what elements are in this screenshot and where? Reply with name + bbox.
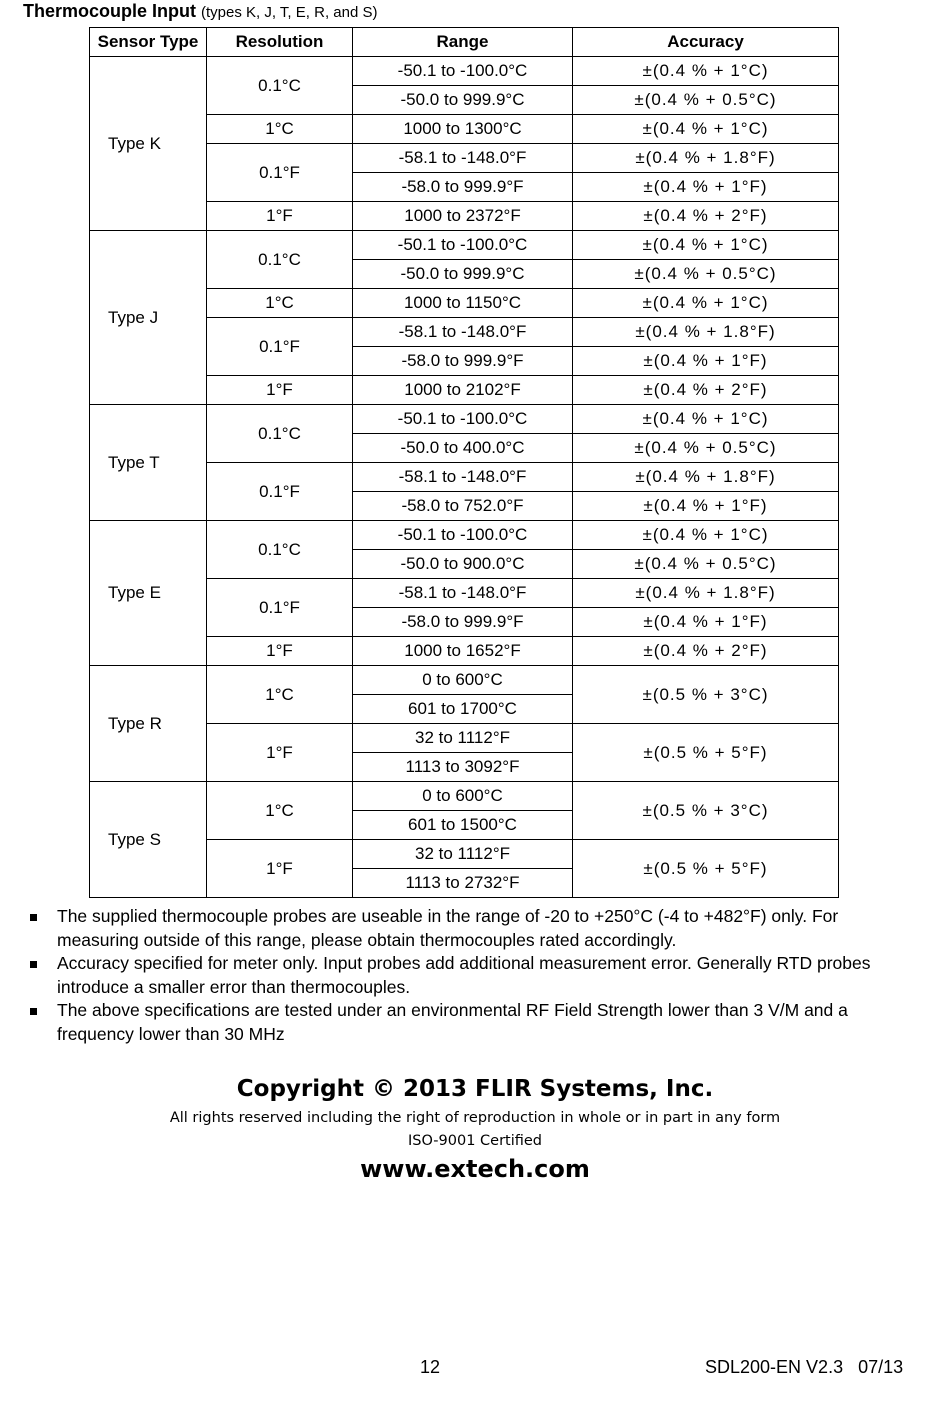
accuracy-cell: ±(0.4 % + 1°C): [573, 231, 839, 260]
table-row: [90, 782, 839, 811]
range-cell: -58.0 to 999.9°F: [353, 173, 573, 202]
note-text: The above specifications are tested under an environmental RF Field Strength lower than 3 V/M and a frequency lower than 30 MHz: [57, 1000, 848, 1044]
range-cell: -50.1 to -100.0°C: [353, 405, 573, 434]
range-cell: 1000 to 2102°F: [353, 376, 573, 405]
range-cell: -58.0 to 999.9°F: [353, 608, 573, 637]
resolution-cell: 0.1°F: [207, 144, 353, 202]
accuracy-cell: ±(0.5 % + 5°F): [573, 724, 839, 782]
table-header-row: [90, 28, 839, 57]
accuracy-cell: ±(0.5 % + 5°F): [573, 840, 839, 898]
range-cell: 601 to 1700°C: [353, 695, 573, 724]
accuracy-cell: ±(0.4 % + 1°C): [573, 405, 839, 434]
resolution-cell: 0.1°C: [207, 521, 353, 579]
rights-statement: All rights reserved including the right of reproduction in whole or in part in any form: [169, 1110, 781, 1126]
section-title: Thermocouple Input: [23, 1, 196, 21]
range-cell: 1113 to 3092°F: [353, 753, 573, 782]
resolution-cell: 1°F: [207, 840, 353, 898]
range-cell: 32 to 1112°F: [353, 724, 573, 753]
header-resolution: Resolution: [207, 28, 353, 57]
resolution-cell: 1°F: [207, 202, 353, 231]
accuracy-cell: ±(0.4 % + 1°F): [573, 492, 839, 521]
resolution-cell: 0.1°C: [207, 231, 353, 289]
table-row: [90, 666, 839, 695]
accuracy-cell: ±(0.4 % + 1°C): [573, 521, 839, 550]
note-item: [30, 905, 910, 952]
resolution-cell: 1°F: [207, 724, 353, 782]
sensor-type-cell: Type J: [90, 231, 207, 405]
accuracy-cell: ±(0.4 % + 1.8°F): [573, 318, 839, 347]
range-cell: -58.1 to -148.0°F: [353, 463, 573, 492]
resolution-cell: 0.1°F: [207, 463, 353, 521]
accuracy-cell: ±(0.5 % + 3°C): [573, 666, 839, 724]
accuracy-cell: ±(0.4 % + 1.8°F): [573, 463, 839, 492]
iso-certification: ISO-9001 Certified: [407, 1133, 543, 1149]
accuracy-cell: ±(0.4 % + 0.5°C): [573, 86, 839, 115]
note-text: The supplied thermocouple probes are useable in the range of -20 to +250°C (-4 to +482°F) only. For measuring outside of this range, please obtain thermocouples rated accordingly.: [57, 906, 839, 950]
range-cell: 1000 to 1652°F: [353, 637, 573, 666]
accuracy-cell: ±(0.5 % + 3°C): [573, 782, 839, 840]
resolution-cell: 1°C: [207, 289, 353, 318]
square-bullet-icon: [30, 1008, 37, 1015]
accuracy-cell: ±(0.4 % + 0.5°C): [573, 260, 839, 289]
range-cell: -50.0 to 400.0°C: [353, 434, 573, 463]
resolution-cell: 1°C: [207, 782, 353, 840]
thermocouple-spec-table: [89, 27, 839, 898]
resolution-cell: 1°F: [207, 637, 353, 666]
range-cell: -50.0 to 900.0°C: [353, 550, 573, 579]
range-cell: -50.0 to 999.9°C: [353, 86, 573, 115]
accuracy-cell: ±(0.4 % + 1.8°F): [573, 579, 839, 608]
range-cell: -58.0 to 752.0°F: [353, 492, 573, 521]
resolution-cell: 1°C: [207, 666, 353, 724]
range-cell: 1000 to 1300°C: [353, 115, 573, 144]
accuracy-cell: ±(0.4 % + 1°C): [573, 115, 839, 144]
resolution-cell: 1°F: [207, 376, 353, 405]
range-cell: 32 to 1112°F: [353, 840, 573, 869]
range-cell: -58.1 to -148.0°F: [353, 579, 573, 608]
range-cell: 0 to 600°C: [353, 666, 573, 695]
range-cell: 601 to 1500°C: [353, 811, 573, 840]
sensor-type-cell: Type R: [90, 666, 207, 782]
header-range: Range: [353, 28, 573, 57]
table-row: [90, 57, 839, 86]
copyright-notice: Copyright © 2013 FLIR Systems, Inc.: [236, 1076, 714, 1102]
accuracy-cell: ±(0.4 % + 1°F): [573, 347, 839, 376]
resolution-cell: 0.1°C: [207, 405, 353, 463]
document-version: SDL200-EN V2.3 07/13: [705, 1357, 904, 1377]
resolution-cell: 0.1°F: [207, 318, 353, 376]
range-cell: -58.0 to 999.9°F: [353, 347, 573, 376]
range-cell: -58.1 to -148.0°F: [353, 144, 573, 173]
accuracy-cell: ±(0.4 % + 0.5°C): [573, 550, 839, 579]
resolution-cell: 1°C: [207, 115, 353, 144]
sensor-type-cell: Type T: [90, 405, 207, 521]
range-cell: 1000 to 1150°C: [353, 289, 573, 318]
range-cell: 1000 to 2372°F: [353, 202, 573, 231]
accuracy-cell: ±(0.4 % + 2°F): [573, 376, 839, 405]
accuracy-cell: ±(0.4 % + 1°C): [573, 289, 839, 318]
section-subtitle: (types K, J, T, E, R, and S): [201, 4, 378, 21]
resolution-cell: 0.1°C: [207, 57, 353, 115]
accuracy-cell: ±(0.4 % + 1.8°F): [573, 144, 839, 173]
table-row: [90, 231, 839, 260]
website-url: www.extech.com: [360, 1155, 590, 1183]
table-row: [90, 405, 839, 434]
square-bullet-icon: [30, 914, 37, 921]
accuracy-cell: ±(0.4 % + 2°F): [573, 637, 839, 666]
range-cell: -50.1 to -100.0°C: [353, 521, 573, 550]
resolution-cell: 0.1°F: [207, 579, 353, 637]
range-cell: 0 to 600°C: [353, 782, 573, 811]
header-accuracy: Accuracy: [573, 28, 839, 57]
section-heading: [23, 0, 377, 24]
header-sensor-type: Sensor Type: [90, 28, 207, 57]
sensor-type-cell: Type K: [90, 57, 207, 231]
range-cell: 1113 to 2732°F: [353, 869, 573, 898]
page-number: 12: [420, 1357, 441, 1377]
accuracy-cell: ±(0.4 % + 1°C): [573, 57, 839, 86]
notes-list: [30, 905, 910, 1046]
range-cell: -50.1 to -100.0°C: [353, 57, 573, 86]
range-cell: -50.0 to 999.9°C: [353, 260, 573, 289]
note-item: [30, 952, 910, 999]
note-item: [30, 999, 910, 1046]
range-cell: -58.1 to -148.0°F: [353, 318, 573, 347]
square-bullet-icon: [30, 961, 37, 968]
note-text: Accuracy specified for meter only. Input probes add additional measurement error. Generally RTD probes introduce a smaller error than thermocouples.: [57, 953, 871, 997]
range-cell: -50.1 to -100.0°C: [353, 231, 573, 260]
accuracy-cell: ±(0.4 % + 1°F): [573, 173, 839, 202]
table-row: [90, 521, 839, 550]
accuracy-cell: ±(0.4 % + 1°F): [573, 608, 839, 637]
accuracy-cell: ±(0.4 % + 2°F): [573, 202, 839, 231]
sensor-type-cell: Type S: [90, 782, 207, 898]
accuracy-cell: ±(0.4 % + 0.5°C): [573, 434, 839, 463]
sensor-type-cell: Type E: [90, 521, 207, 666]
